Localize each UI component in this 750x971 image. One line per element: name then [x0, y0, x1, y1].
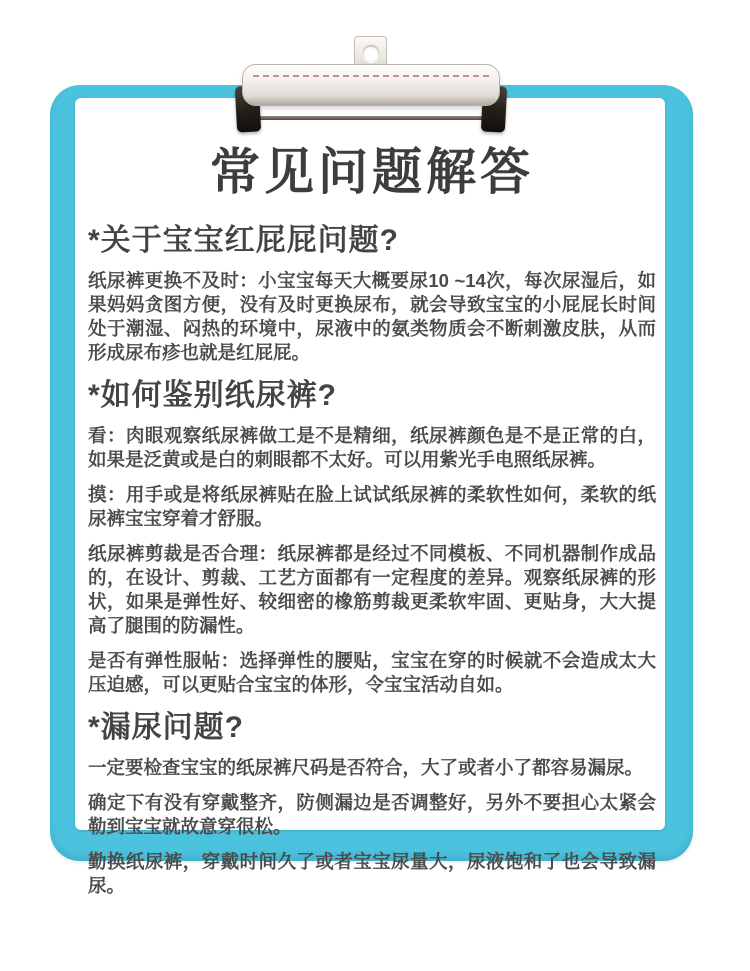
section-identify-diaper	[88, 377, 656, 697]
clip-stitch-line-icon	[253, 75, 489, 77]
clip-hole-icon	[362, 45, 379, 62]
page-title: 常见问题解答	[210, 144, 534, 200]
section-heading-red-bottom: *关于宝宝红屁屁问题?	[88, 224, 399, 257]
section-heading-identify-diaper: *如何鉴别纸尿裤?	[88, 379, 337, 412]
paragraph-diaper-change: 纸尿裤更换不及时：小宝宝每天大概要尿10 ~14次，每次尿湿后，如果妈妈贪图方便，没有及时更换尿布，就会导致宝宝的小屁屁长时间处于潮湿、闷热的环境中，尿液中的氨类物质会不断刺激皮肤，从而形成尿布疹也就是红屁屁。	[88, 270, 656, 363]
paragraph-cut-quality: 纸尿裤剪裁是否合理：纸尿裤都是经过不同模板、不同机器制作成品的，在设计、剪裁、工艺方面都有一定程度的差异。观察纸尿裤的形状，如果是弹性好、较细密的橡筋剪裁更柔软牢固、更贴身，大大提高了腿围的防漏性。	[88, 543, 656, 636]
clipboard-board	[50, 85, 693, 896]
paragraph-elastic-fit: 是否有弹性服帖：选择弹性的腰贴，宝宝在穿的时候就不会造成太大压迫感，可以更贴合宝宝的体形，令宝宝活动自如。	[88, 650, 656, 695]
paragraph-look: 看：肉眼观察纸尿裤做工是不是精细，纸尿裤颜色是不是正常的白，如果是泛黄或是白的刺眼都不太好。可以用紫光手电照纸尿裤。	[88, 425, 656, 470]
paragraph-wear-neatly: 确定下有没有穿戴整齐，防侧漏边是否调整好，另外不要担心太紧会勒到宝宝就故意穿很松。	[88, 792, 656, 837]
section-leakage	[88, 709, 656, 898]
section-heading-leakage: *漏尿问题?	[88, 711, 244, 744]
paragraph-size-check: 一定要检查宝宝的纸尿裤尺码是否符合，大了或者小了都容易漏尿。	[88, 757, 644, 778]
clip-hanger-tab-icon	[354, 36, 387, 72]
paragraph-change-often: 勤换纸尿裤，穿戴时间久了或者宝宝尿量大，尿液饱和了也会导致漏尿。	[88, 851, 656, 896]
section-red-bottom	[88, 222, 656, 365]
paper-sheet	[75, 98, 665, 896]
paragraph-touch: 摸：用手或是将纸尿裤贴在脸上试试纸尿裤的柔软性如何，柔软的纸尿裤宝宝穿着才舒服。	[88, 484, 656, 529]
